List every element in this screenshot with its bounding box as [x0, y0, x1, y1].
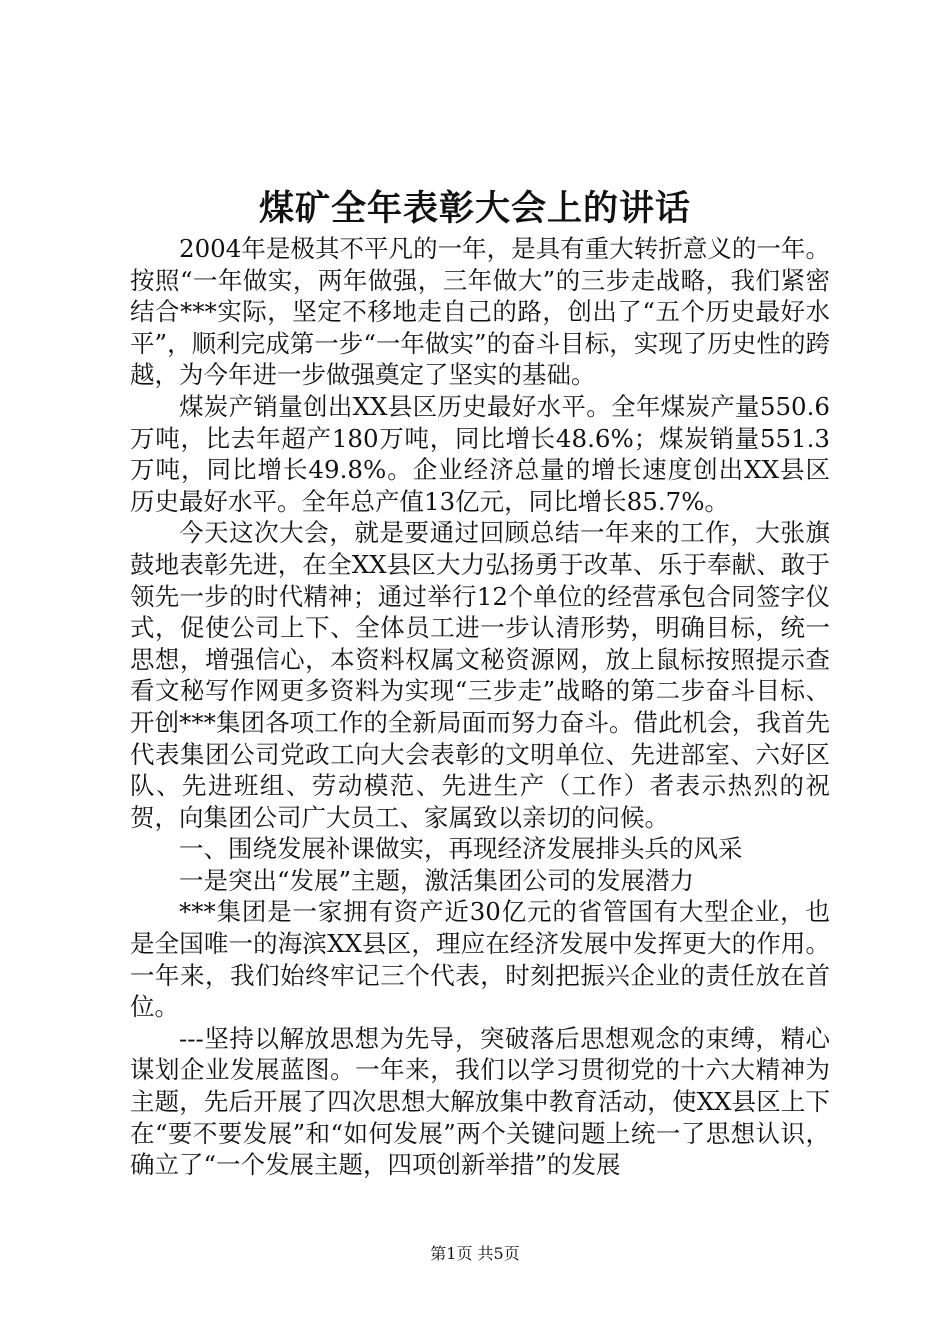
document-body	[130, 233, 830, 1181]
document-title: 煤矿全年表彰大会上的讲话	[258, 188, 691, 229]
subsection-heading-1: 一是突出“发展”主题，激活集团公司的发展潜力	[179, 865, 695, 895]
section-heading-1: 一、围绕发展补课做实，再现经济发展排头兵的风采	[179, 834, 743, 864]
page-footer: 第1页 共5页	[430, 1244, 520, 1263]
paragraph-coal-output: 煤炭产销量创出XX县区历史最好水平。全年煤炭产量550.6万吨，比去年超产180万吨，同比增长48.6%；煤炭销量551.3万吨，同比增长49.8%。企业经济总量的增长速度创出XX县区历史最好水平。全年总产值13亿元，同比增长85.7%。	[130, 391, 830, 516]
paragraph-meeting-purpose: 今天这次大会，就是要通过回顾总结一年来的工作，大张旗鼓地表彰先进，在全XX县区大力弘扬勇于改革、乐于奉献、敢于领先一步的时代精神；通过举行12个单位的经营承包合同签字仪式，促使公司上下、全体员工进一步认清形势，明确目标，统一思想，增强信心，本资料权属文秘资源网，放上鼠标按照提示查看文秘写作网更多资料为实现“三步走”战略的第二步奋斗目标、开创***集团各项工作的全新局面而努力奋斗。借此机会，我首先代表集团公司党政工向大会表彰的文明单位、先进部室、六好区队、先进班组、劳动模范、先进生产（工作）者表示热烈的祝贺，向集团公司广大员工、家属致以亲切的问候。	[130, 518, 830, 832]
paragraph-intro: 2004年是极其不平凡的一年，是具有重大转折意义的一年。按照“一年做实，两年做强，三年做大”的三步走战略，我们紧密结合***实际，坚定不移地走自己的路，创出了“五个历史最好水平”，顺利完成第一步“一年做实”的奋斗目标，实现了历史性的跨越，为今年进一步做强奠定了坚实的基础。	[130, 234, 830, 390]
paragraph-emancipation: ---坚持以解放思想为先导，突破落后思想观念的束缚，精心谋划企业发展蓝图。一年来，我们以学习贯彻党的十六大精神为主题，先后开展了四次思想大解放集中教育活动，使XX县区上下在“要不要发展”和“如何发展”两个关键问题上统一了思想认识，确立了“一个发展主题，四项创新举措”的发展	[130, 1023, 830, 1180]
paragraph-group-intro: ***集团是一家拥有资产近30亿元的省管国有大型企业，也是全国唯一的海滨XX县区，理应在经济发展中发挥更大的作用。一年来，我们始终牢记三个代表，时刻把振兴企业的责任放在首位。	[130, 897, 830, 1022]
